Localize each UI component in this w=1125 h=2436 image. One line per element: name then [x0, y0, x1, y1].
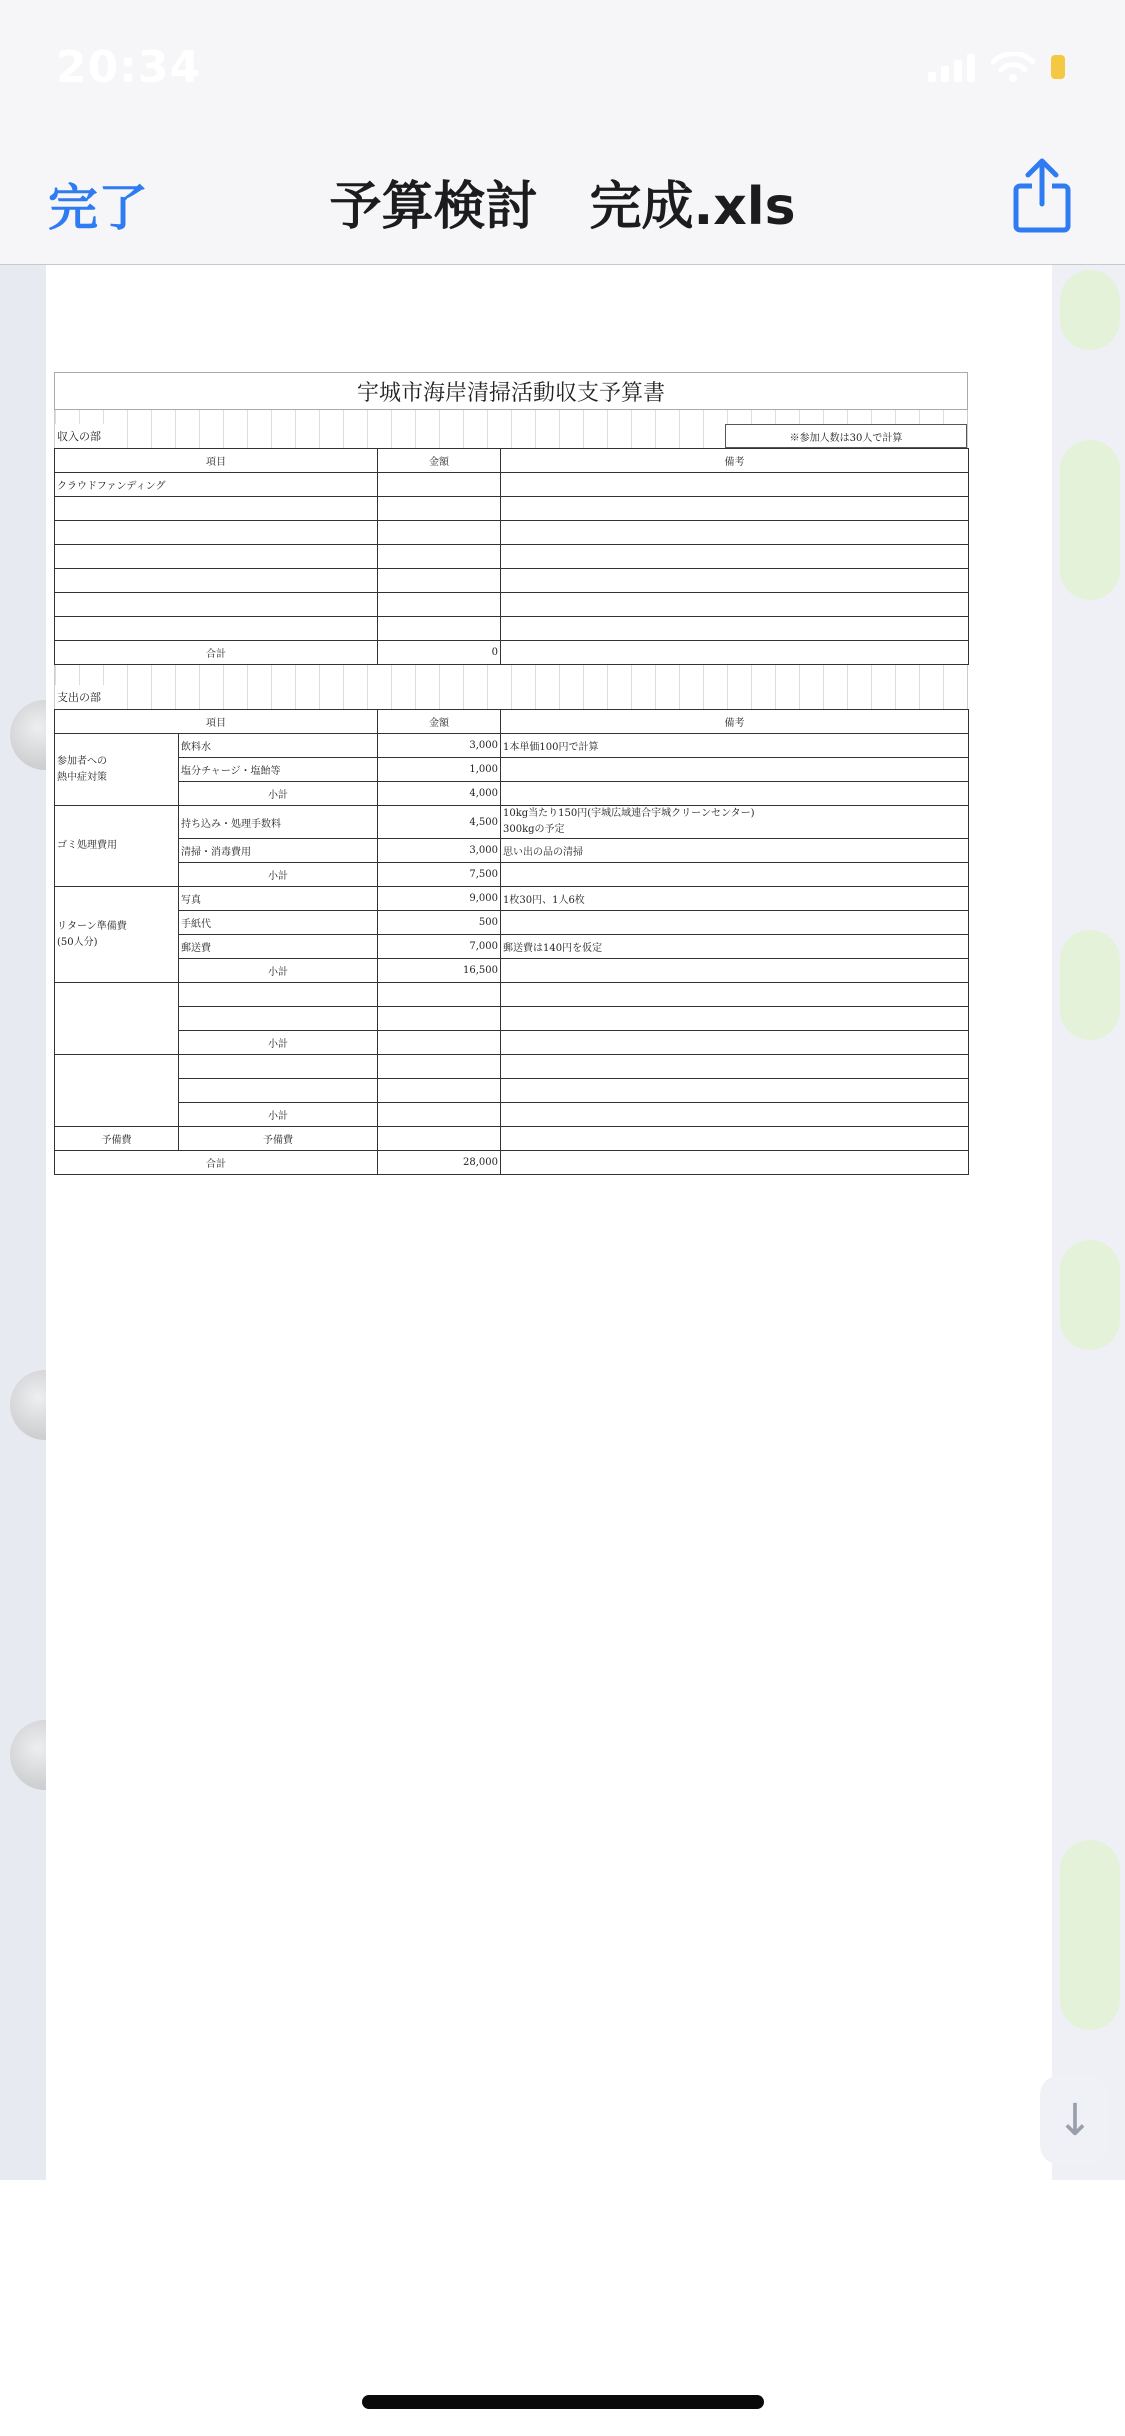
reserve-row	[55, 1127, 969, 1151]
background-bubble	[1060, 930, 1120, 1040]
expense-item: 写真	[179, 887, 378, 911]
expense-remarks: 1本単価100円で計算	[501, 734, 969, 758]
subtotal-row	[55, 863, 969, 887]
expense-item: 郵送費	[179, 935, 378, 959]
expense-item: 清掃・消毒費用	[179, 839, 378, 863]
expense-total-label: 合計	[55, 1151, 378, 1175]
expense-row-empty	[55, 983, 969, 1007]
background-bubble	[1060, 270, 1120, 350]
income-total-label: 合計	[55, 641, 378, 665]
expense-item: 持ち込み・処理手数料	[179, 806, 378, 839]
header-remarks: 備考	[501, 710, 969, 734]
expense-amount: 500	[378, 911, 501, 935]
expense-row-empty	[55, 1079, 969, 1103]
subtotal-row	[55, 1103, 969, 1127]
income-total-value: 0	[378, 641, 501, 665]
status-time: 20:34	[56, 42, 202, 93]
subtotal-value: 16,500	[378, 959, 501, 983]
income-row	[55, 473, 969, 497]
header-item: 項目	[55, 710, 378, 734]
scroll-down-icon: ↓	[1040, 2075, 1110, 2165]
income-item: クラウドファンディング	[55, 473, 378, 497]
income-section-row	[54, 424, 968, 448]
expense-row	[55, 806, 969, 839]
subtotal-label: 小計	[179, 863, 378, 887]
header-amount: 金額	[378, 449, 501, 473]
expense-remarks: 10kg当たり150円(宇城広域連合宇城クリーンセンター) 300kgの予定	[501, 806, 969, 839]
expense-item: 飲料水	[179, 734, 378, 758]
income-total-row	[55, 641, 969, 665]
subtotal-row	[55, 1031, 969, 1055]
expense-section-row	[54, 685, 968, 709]
subtotal-label: 小計	[179, 782, 378, 806]
income-table	[54, 448, 969, 665]
reserve-item: 予備費	[179, 1127, 378, 1151]
expense-row-empty	[55, 1055, 969, 1079]
background-bubble	[1060, 1840, 1120, 2030]
subtotal-label: 小計	[179, 1031, 378, 1055]
expense-row	[55, 935, 969, 959]
header-remarks: 備考	[501, 449, 969, 473]
expense-amount: 3,000	[378, 839, 501, 863]
header-amount: 金額	[378, 710, 501, 734]
income-row-empty	[55, 545, 969, 569]
share-icon[interactable]	[1012, 158, 1072, 234]
subtotal-label: 小計	[179, 1103, 378, 1127]
expense-section-label: 支出の部	[55, 685, 117, 709]
background-chat-left	[0, 260, 46, 2180]
subtotal-value: 4,000	[378, 782, 501, 806]
subtotal-label: 小計	[179, 959, 378, 983]
expense-amount: 7,000	[378, 935, 501, 959]
expense-remarks	[501, 758, 969, 782]
expense-row	[55, 887, 969, 911]
expense-row	[55, 734, 969, 758]
expense-amount: 9,000	[378, 887, 501, 911]
income-remarks	[501, 473, 969, 497]
document-title: 予算検討 完成.xls	[329, 177, 796, 237]
grid-strip	[54, 665, 968, 685]
expense-total-value: 28,000	[378, 1151, 501, 1175]
status-icons	[928, 52, 1065, 82]
income-note: ※参加人数は30人で計算	[725, 424, 967, 448]
expense-row	[55, 839, 969, 863]
done-button[interactable]: 完了	[48, 179, 148, 237]
income-row-empty	[55, 617, 969, 641]
subtotal-row	[55, 959, 969, 983]
background-bubble	[1060, 440, 1120, 600]
expense-remarks: 1枚30円、1人6枚	[501, 887, 969, 911]
income-section-label: 収入の部	[55, 424, 117, 448]
subtotal-row	[55, 782, 969, 806]
wifi-icon	[991, 52, 1035, 82]
expense-item: 手紙代	[179, 911, 378, 935]
battery-icon	[1051, 55, 1065, 79]
sheet-title: 宇城市海岸清掃活動収支予算書	[54, 372, 968, 410]
expense-row	[55, 911, 969, 935]
signal-icon	[928, 52, 975, 82]
income-row-empty	[55, 521, 969, 545]
grid-strip	[54, 410, 968, 424]
expense-total-row	[55, 1151, 969, 1175]
home-indicator[interactable]	[362, 2395, 764, 2409]
background-bubble	[1060, 1240, 1120, 1350]
income-header-row	[55, 449, 969, 473]
expense-remarks	[501, 911, 969, 935]
header-item: 項目	[55, 449, 378, 473]
expense-amount: 4,500	[378, 806, 501, 839]
reserve-label: 予備費	[55, 1127, 179, 1151]
expense-remarks: 思い出の品の清掃	[501, 839, 969, 863]
spreadsheet	[54, 372, 968, 1175]
expense-remarks: 郵送費は140円を仮定	[501, 935, 969, 959]
expense-header-row	[55, 710, 969, 734]
group-name: 参加者への 熱中症対策	[55, 734, 179, 806]
expense-amount: 1,000	[378, 758, 501, 782]
expense-row-empty	[55, 1007, 969, 1031]
income-amount	[378, 473, 501, 497]
income-row-empty	[55, 497, 969, 521]
expense-item: 塩分チャージ・塩飴等	[179, 758, 378, 782]
expense-row	[55, 758, 969, 782]
navigation-bar	[0, 0, 1125, 265]
income-row-empty	[55, 593, 969, 617]
group-name: ゴミ処理費用	[55, 806, 179, 887]
expense-table	[54, 709, 969, 1175]
expense-amount: 3,000	[378, 734, 501, 758]
income-row-empty	[55, 569, 969, 593]
group-name: リターン準備費 (50人分)	[55, 887, 179, 983]
subtotal-value: 7,500	[378, 863, 501, 887]
